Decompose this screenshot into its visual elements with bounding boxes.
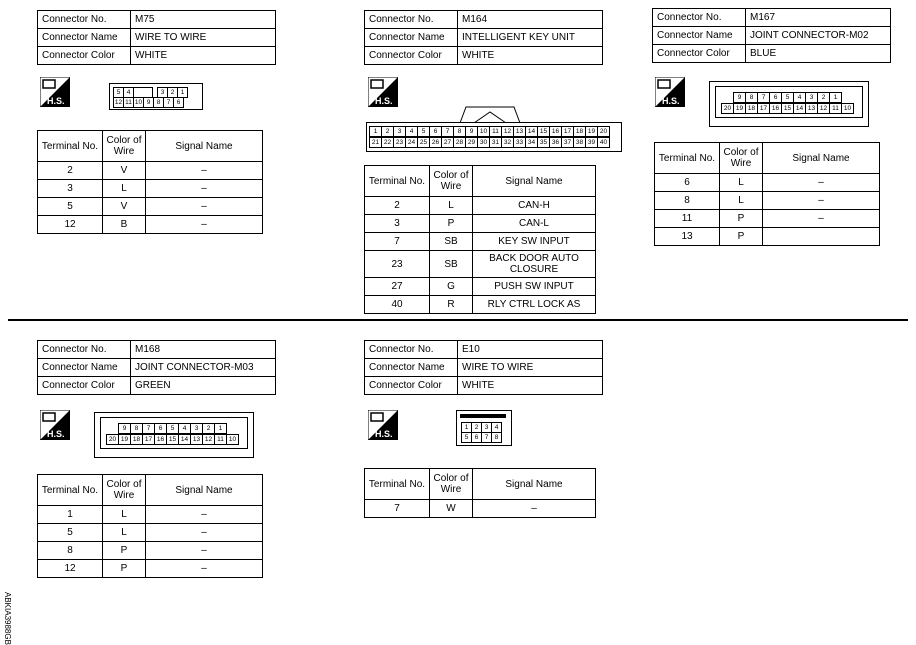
wire-color-cell: P (103, 542, 146, 560)
pin: 13 (190, 434, 203, 445)
col-terminal-no: Terminal No. (38, 131, 103, 162)
connector-no-value: M168 (131, 341, 276, 359)
connector-name-value: JOINT CONNECTOR-M02 (746, 27, 891, 45)
signal-table-m167-wrap (654, 142, 880, 246)
pin: 8 (745, 92, 758, 103)
pin: 11 (123, 97, 134, 108)
pin: 5 (417, 126, 430, 137)
table-row (655, 192, 880, 210)
terminal-cell: 3 (365, 215, 430, 233)
label-connector-no: Connector No. (653, 9, 746, 27)
pin: 3 (190, 423, 203, 434)
pin: 34 (525, 137, 538, 148)
signal-table-m164 (364, 165, 596, 314)
pin: 18 (130, 434, 143, 445)
wire-color-cell: L (720, 174, 763, 192)
pin: 35 (537, 137, 550, 148)
terminal-cell: 3 (38, 180, 103, 198)
pin: 8 (491, 432, 502, 443)
pin: 1 (829, 92, 842, 103)
terminal-cell: 5 (38, 524, 103, 542)
pin: 40 (597, 137, 610, 148)
pin: 14 (793, 103, 806, 114)
connector-header-table (652, 8, 891, 63)
pin: 17 (561, 126, 574, 137)
col-color-of-wire: Color of Wire (103, 131, 146, 162)
connector-e10 (364, 340, 603, 395)
connector-m168 (37, 340, 276, 395)
terminal-cell: 2 (365, 197, 430, 215)
pin: 7 (441, 126, 454, 137)
label-connector-name: Connector Name (365, 29, 458, 47)
pin: 20 (721, 103, 734, 114)
label-connector-name: Connector Name (653, 27, 746, 45)
wire-color-cell: P (430, 215, 473, 233)
col-color-of-wire: Color of Wire (103, 475, 146, 506)
table-row (655, 174, 880, 192)
pin: 15 (537, 126, 550, 137)
pin: 6 (471, 432, 482, 443)
wire-color-cell: P (720, 228, 763, 246)
pin: 8 (453, 126, 466, 137)
terminal-cell: 7 (365, 500, 430, 518)
pin: 4 (405, 126, 418, 137)
pin: 32 (501, 137, 514, 148)
connector-no-value: M164 (458, 11, 603, 29)
pin: 17 (757, 103, 770, 114)
connector-face-e10 (456, 410, 512, 446)
pin: 16 (549, 126, 562, 137)
pin: 9 (143, 97, 154, 108)
pin-row-bottom (107, 434, 239, 444)
col-color-of-wire: Color of Wire (430, 166, 473, 197)
signal-name-cell: CAN-L (473, 215, 596, 233)
pin: 15 (166, 434, 179, 445)
table-row (365, 278, 596, 296)
pin: 4 (491, 422, 502, 433)
pin-row-top (119, 423, 227, 433)
harness-side-icon (368, 410, 398, 440)
wire-color-cell: L (430, 197, 473, 215)
pin: 16 (769, 103, 782, 114)
pin-row-bottom (114, 97, 184, 107)
label-connector-no: Connector No. (365, 341, 458, 359)
connector-face-m168 (94, 412, 254, 458)
col-color-of-wire: Color of Wire (430, 469, 473, 500)
connector-lock-outline (460, 104, 520, 124)
wire-color-cell: R (430, 296, 473, 314)
pin: 5 (461, 432, 472, 443)
pin: 14 (178, 434, 191, 445)
pin: 22 (381, 137, 394, 148)
table-row (38, 198, 263, 216)
table-row (655, 210, 880, 228)
pin: 16 (154, 434, 167, 445)
connector-no-value: M75 (131, 11, 276, 29)
pin-row-bottom (370, 137, 610, 147)
pin: 21 (369, 137, 382, 148)
wire-color-cell: L (103, 506, 146, 524)
wire-color-cell: P (720, 210, 763, 228)
connector-color-value: GREEN (131, 377, 276, 395)
signal-name-cell: RLY CTRL LOCK AS (473, 296, 596, 314)
pin: 20 (106, 434, 119, 445)
signal-table-e10 (364, 468, 596, 518)
table-row (365, 251, 596, 278)
terminal-cell: 23 (365, 251, 430, 278)
wire-color-cell: V (103, 198, 146, 216)
signal-table-m167 (654, 142, 880, 246)
connector-no-value: M167 (746, 9, 891, 27)
signal-name-cell: – (763, 192, 880, 210)
section-divider (8, 319, 908, 321)
table-row (38, 542, 263, 560)
terminal-cell: 12 (38, 216, 103, 234)
connector-color-value: WHITE (458, 47, 603, 65)
table-row (38, 162, 263, 180)
pin: 17 (142, 434, 155, 445)
col-signal-name: Signal Name (146, 131, 263, 162)
wire-color-cell: L (720, 192, 763, 210)
connector-name-value: JOINT CONNECTOR-M03 (131, 359, 276, 377)
pin: 15 (781, 103, 794, 114)
pin: 19 (733, 103, 746, 114)
terminal-cell: 2 (38, 162, 103, 180)
pin: 5 (166, 423, 179, 434)
pin: 27 (441, 137, 454, 148)
col-signal-name: Signal Name (473, 469, 596, 500)
connector-color-value: WHITE (131, 47, 276, 65)
signal-name-cell: – (146, 542, 263, 560)
wire-color-cell: G (430, 278, 473, 296)
label-connector-no: Connector No. (38, 341, 131, 359)
table-row (365, 500, 596, 518)
pin: 6 (173, 97, 184, 108)
col-color-of-wire: Color of Wire (720, 143, 763, 174)
pin: 29 (465, 137, 478, 148)
pin: 3 (481, 422, 492, 433)
col-signal-name: Signal Name (763, 143, 880, 174)
wire-color-cell: V (103, 162, 146, 180)
terminal-cell: 13 (655, 228, 720, 246)
pin: 10 (226, 434, 239, 445)
harness-side-icon (368, 77, 398, 107)
pin: 7 (481, 432, 492, 443)
signal-name-cell: – (473, 500, 596, 518)
signal-name-cell: – (146, 216, 263, 234)
pin: 19 (118, 434, 131, 445)
connector-header-table (364, 10, 603, 65)
signal-name-cell (763, 228, 880, 246)
col-terminal-no: Terminal No. (655, 143, 720, 174)
signal-table-m164-wrap (364, 165, 596, 314)
signal-table-e10-wrap (364, 468, 596, 518)
table-row (365, 197, 596, 215)
wire-color-cell: L (103, 180, 146, 198)
label-connector-color: Connector Color (38, 377, 131, 395)
pin: 3 (805, 92, 818, 103)
signal-name-cell: – (763, 174, 880, 192)
connector-no-value: E10 (458, 341, 603, 359)
signal-table-m168-wrap (37, 474, 263, 578)
pin: 1 (461, 422, 472, 433)
pin: 9 (733, 92, 746, 103)
label-connector-color: Connector Color (365, 377, 458, 395)
pin: 5 (113, 87, 124, 98)
signal-name-cell: – (146, 506, 263, 524)
signal-table-m75-wrap (37, 130, 263, 234)
label-connector-color: Connector Color (365, 47, 458, 65)
pin: 2 (202, 423, 215, 434)
svg-text:H.S.: H.S. (662, 96, 680, 106)
pin-row-bottom (722, 103, 854, 113)
connector-name-value: WIRE TO WIRE (458, 359, 603, 377)
label-connector-name: Connector Name (38, 29, 131, 47)
pin-row-top (370, 126, 610, 136)
pin: 14 (525, 126, 538, 137)
table-row (365, 233, 596, 251)
pin: 13 (805, 103, 818, 114)
svg-text:H.S.: H.S. (47, 96, 65, 106)
label-connector-no: Connector No. (38, 11, 131, 29)
terminal-cell: 7 (365, 233, 430, 251)
terminal-cell: 8 (38, 542, 103, 560)
col-terminal-no: Terminal No. (38, 475, 103, 506)
harness-side-icon (655, 77, 685, 107)
table-row (655, 228, 880, 246)
pin: 6 (769, 92, 782, 103)
pin: 11 (489, 126, 502, 137)
connector-header-table (37, 340, 276, 395)
pin: 10 (841, 103, 854, 114)
pin: 4 (793, 92, 806, 103)
pin: 12 (817, 103, 830, 114)
connector-color-value: BLUE (746, 45, 891, 63)
pin: 30 (477, 137, 490, 148)
pin: 38 (573, 137, 586, 148)
svg-text:H.S.: H.S. (375, 429, 393, 439)
wire-color-cell: SB (430, 251, 473, 278)
pin: 31 (489, 137, 502, 148)
terminal-cell: 8 (655, 192, 720, 210)
pin: 26 (429, 137, 442, 148)
pin-row-top (114, 87, 188, 97)
signal-name-cell: – (146, 198, 263, 216)
pin: 39 (585, 137, 598, 148)
pin: 2 (381, 126, 394, 137)
pin: 7 (163, 97, 174, 108)
connector-name-value: WIRE TO WIRE (131, 29, 276, 47)
connector-color-value: WHITE (458, 377, 603, 395)
signal-name-cell: CAN-H (473, 197, 596, 215)
terminal-cell: 6 (655, 174, 720, 192)
connector-m164 (364, 10, 603, 65)
signal-table-m168 (37, 474, 263, 578)
col-terminal-no: Terminal No. (365, 469, 430, 500)
pin: 37 (561, 137, 574, 148)
pin: 1 (369, 126, 382, 137)
pin: 28 (453, 137, 466, 148)
connector-m167 (652, 8, 891, 63)
terminal-cell: 1 (38, 506, 103, 524)
pin: 7 (142, 423, 155, 434)
col-signal-name: Signal Name (146, 475, 263, 506)
pin: 12 (202, 434, 215, 445)
table-row (365, 296, 596, 314)
signal-name-cell: – (146, 524, 263, 542)
pin: 4 (178, 423, 191, 434)
svg-text:H.S.: H.S. (375, 96, 393, 106)
pin: 12 (114, 99, 123, 106)
pin: 36 (549, 137, 562, 148)
pin: 23 (393, 137, 406, 148)
signal-name-cell: – (146, 162, 263, 180)
pin: 3 (393, 126, 406, 137)
pin: 24 (405, 137, 418, 148)
figure-code: ABKIA3988GB (3, 592, 12, 645)
pin: 6 (154, 423, 167, 434)
pin: 11 (829, 103, 842, 114)
label-connector-no: Connector No. (365, 11, 458, 29)
label-connector-color: Connector Color (653, 45, 746, 63)
col-terminal-no: Terminal No. (365, 166, 430, 197)
connector-face-m164 (366, 122, 622, 152)
col-signal-name: Signal Name (473, 166, 596, 197)
table-row (38, 524, 263, 542)
pin: 10 (477, 126, 490, 137)
pin: 12 (501, 126, 514, 137)
table-row (365, 215, 596, 233)
connector-face-m167 (709, 81, 869, 127)
label-connector-name: Connector Name (365, 359, 458, 377)
pin: 2 (167, 87, 178, 98)
label-connector-name: Connector Name (38, 359, 131, 377)
pin: 18 (745, 103, 758, 114)
terminal-cell: 5 (38, 198, 103, 216)
terminal-cell: 40 (365, 296, 430, 314)
pin: 1 (177, 87, 188, 98)
signal-name-cell: – (146, 560, 263, 578)
signal-name-cell: PUSH SW INPUT (473, 278, 596, 296)
table-row (38, 560, 263, 578)
pin-row-bottom (462, 432, 502, 442)
pin: 5 (781, 92, 794, 103)
signal-name-cell: – (763, 210, 880, 228)
table-row (38, 506, 263, 524)
pin: 19 (585, 126, 598, 137)
pin: 9 (465, 126, 478, 137)
signal-name-cell: KEY SW INPUT (473, 233, 596, 251)
terminal-cell: 12 (38, 560, 103, 578)
pin: 9 (118, 423, 131, 434)
wire-color-cell: P (103, 560, 146, 578)
harness-side-icon (40, 77, 70, 107)
wire-color-cell: B (103, 216, 146, 234)
label-connector-color: Connector Color (38, 47, 131, 65)
pin-row-top (462, 422, 502, 432)
signal-table-m75 (37, 130, 263, 234)
pin: 3 (157, 87, 168, 98)
pin: 7 (757, 92, 770, 103)
wire-color-cell: L (103, 524, 146, 542)
pin: 11 (214, 434, 227, 445)
pin: 1 (214, 423, 227, 434)
svg-text:H.S.: H.S. (47, 429, 65, 439)
connector-face-m75 (109, 83, 203, 110)
signal-name-cell: BACK DOOR AUTO CLOSURE (473, 251, 596, 278)
pin: 13 (513, 126, 526, 137)
pin: 6 (429, 126, 442, 137)
connector-name-value: INTELLIGENT KEY UNIT (458, 29, 603, 47)
pin: 8 (153, 97, 164, 108)
table-row (38, 180, 263, 198)
pin: 2 (817, 92, 830, 103)
connector-header-table (37, 10, 276, 65)
terminal-cell: 27 (365, 278, 430, 296)
table-row (38, 216, 263, 234)
pin: 2 (471, 422, 482, 433)
pin: 18 (573, 126, 586, 137)
signal-name-cell: – (146, 180, 263, 198)
terminal-cell: 11 (655, 210, 720, 228)
pin: 8 (130, 423, 143, 434)
harness-side-icon (40, 410, 70, 440)
pin: 33 (513, 137, 526, 148)
wire-color-cell: W (430, 500, 473, 518)
pin: 4 (123, 87, 134, 98)
connector-header-table (364, 340, 603, 395)
connector-m75 (37, 10, 276, 65)
pin-row-top (734, 92, 842, 102)
pin: 10 (134, 99, 143, 106)
pin: 25 (417, 137, 430, 148)
pin: 20 (597, 126, 610, 137)
wire-color-cell: SB (430, 233, 473, 251)
